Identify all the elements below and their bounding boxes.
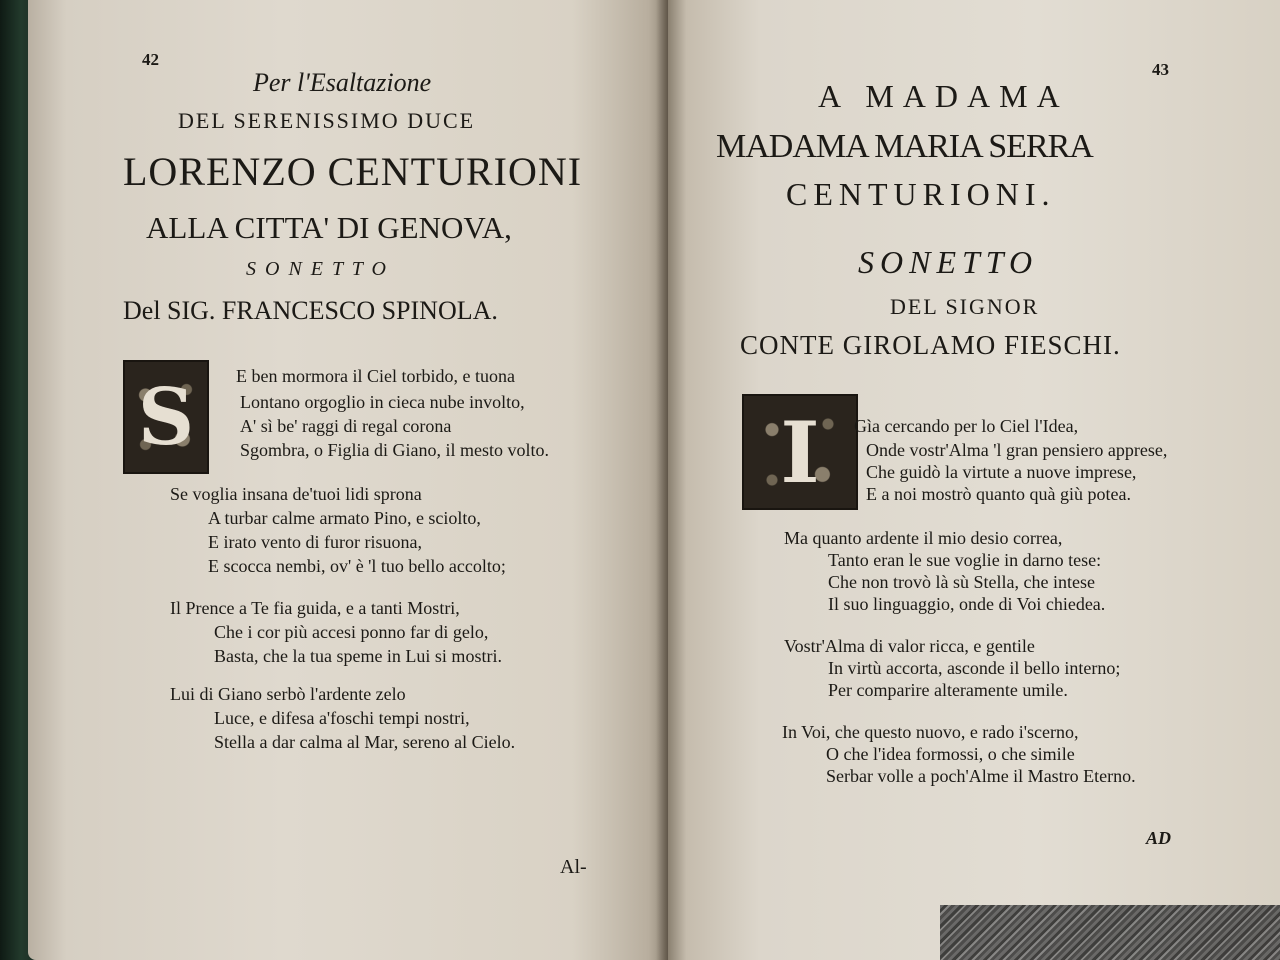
right-heading-line4: SONETTO (858, 244, 1039, 280)
left-stanza1-line: Sgombra, o Figlia di Giano, il mesto volto. (240, 440, 549, 460)
left-stanza3-line: Basta, che la tua speme in Lui si mostri. (214, 646, 502, 666)
right-stanza3-line: Per comparire alteramente umile. (828, 680, 1068, 700)
right-stanza4-line: Serbar volle a poch'Alme il Mastro Eterno. (826, 766, 1136, 786)
left-stanza2-line: A turbar calme armato Pino, e sciolto, (208, 508, 481, 528)
left-catchword: Al- (560, 856, 587, 878)
left-heading-line3: LORENZO CENTURIONI (123, 149, 583, 194)
right-stanza4-line: In Voi, che questo nuovo, e rado i'scerno, (782, 722, 1079, 742)
left-stanza4-line: Lui di Giano serbò l'ardente zelo (170, 684, 406, 704)
left-stanza2-line: Se voglia insana de'tuoi lidi sprona (170, 484, 422, 504)
right-heading-line6: CONTE GIROLAMO FIESCHI. (740, 330, 1121, 360)
left-heading-line4: ALLA CITTA' DI GENOVA, (146, 210, 512, 245)
right-stanza2-line: Il suo linguaggio, onde di Voi chiedea. (828, 594, 1106, 614)
right-page-number: 43 (1152, 60, 1169, 79)
left-stanza2-line: E irato vento di furor risuona, (208, 532, 422, 552)
right-stanza2-line: Tanto eran le sue voglie in darno tese: (828, 550, 1102, 570)
right-stanza2-line: Che non trovò là sù Stella, che intese (828, 572, 1095, 592)
left-heading-line1: Per l'Esaltazione (253, 68, 432, 97)
left-heading-line6: Del SIG. FRANCESCO SPINOLA. (123, 296, 498, 325)
left-page (28, 0, 668, 960)
left-stanza3-line: Il Prence a Te fia guida, e a tanti Mostri, (170, 598, 460, 618)
left-stanza3-line: Che i cor più accesi ponno far di gelo, (214, 622, 489, 642)
right-heading-line5: DEL SIGNOR (890, 294, 1040, 319)
left-stanza1-line: E ben mormora il Ciel torbido, e tuona (236, 366, 515, 386)
right-catchword: AD (1146, 828, 1172, 848)
right-stanza1-line: E a noi mostrò quanto quà giù potea. (866, 484, 1131, 504)
left-stanza1-line: A' sì be' raggi di regal corona (240, 416, 452, 436)
right-stanza3-line: Vostr'Alma di valor ricca, e gentile (784, 636, 1035, 656)
right-drop-cap: I (742, 394, 858, 510)
right-heading-line1: A MADAMA (818, 78, 1069, 114)
right-page (668, 0, 1280, 960)
right-heading-line3: CENTURIONI. (786, 176, 1056, 212)
right-heading-line2: MADAMA MARIA SERRA (716, 128, 1093, 165)
right-stanza3-line: In virtù accorta, asconde il bello interno; (828, 658, 1121, 678)
right-stanza4-line: O che l'idea formossi, o che simile (826, 744, 1075, 764)
left-heading-line5: S O N E T T O (246, 258, 388, 280)
right-stanza1-line: Gìa cercando per lo Ciel l'Idea, (854, 416, 1079, 436)
left-page-number: 42 (142, 50, 159, 69)
fabric-corner (940, 905, 1280, 960)
left-stanza2-line: E scocca nembi, ov' è 'l tuo bello accolto; (208, 556, 506, 576)
left-stanza4-line: Luce, e difesa a'foschi tempi nostri, (214, 708, 470, 728)
left-drop-cap: S (123, 360, 209, 474)
right-stanza2-line: Ma quanto ardente il mio desio correa, (784, 528, 1063, 548)
right-stanza1-line: Che guidò la virtute a nuove imprese, (866, 462, 1137, 482)
left-stanza1-line: Lontano orgoglio in cieca nube involto, (240, 392, 525, 412)
left-stanza4-line: Stella a dar calma al Mar, sereno al Cielo. (214, 732, 516, 752)
right-stanza1-line: Onde vostr'Alma 'l gran pensiero apprese, (866, 440, 1168, 460)
left-heading-line2: DEL SERENISSIMO DUCE (178, 108, 476, 133)
